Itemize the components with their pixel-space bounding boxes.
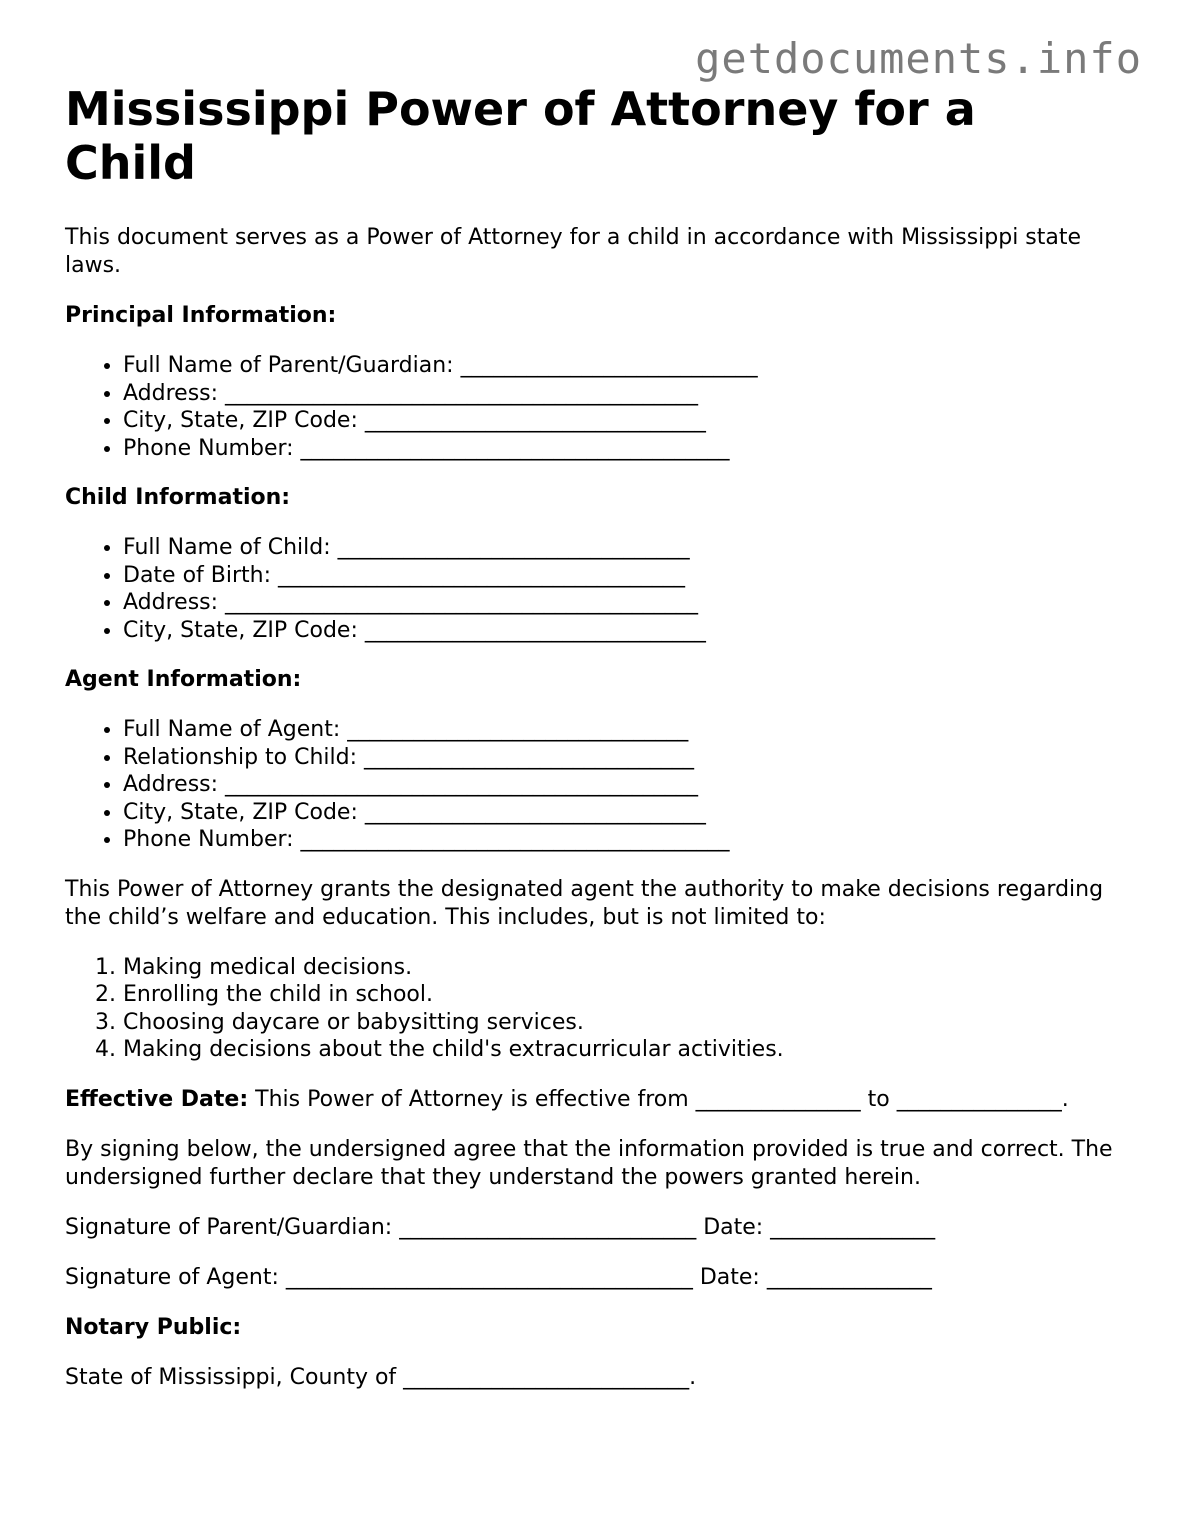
- agent-phone-field: • Phone Number: _______________________________________: [123, 826, 1125, 854]
- effective-date-paragraph: [65, 1086, 1125, 1114]
- declaration-paragraph: By signing below, the undersigned agree that the information provided is true and correct. The undersigned further declare that they understand the powers granted herein.: [65, 1136, 1113, 1190]
- agent-address-field: • Address: ___________________________________________: [123, 771, 1125, 799]
- effective-date-text: This Power of Attorney is effective from _______________ to _______________.: [248, 1086, 1069, 1112]
- child-city-field: • City, State, ZIP Code: _______________________________: [123, 617, 1125, 645]
- notary-county-line: State of Mississippi, County of __________________________.: [65, 1364, 697, 1390]
- principal-heading: Principal Information:: [65, 303, 337, 328]
- principal-field-list: [65, 352, 1125, 462]
- notary-heading: Notary Public:: [65, 1314, 242, 1340]
- agent-relationship-field: • Relationship to Child: ______________________________: [123, 744, 1125, 772]
- child-field-list: [65, 534, 1125, 644]
- principal-address-field: • Address: ___________________________________________: [123, 380, 1125, 408]
- child-address-field: • Address: ___________________________________________: [123, 589, 1125, 617]
- child-heading: Child Information:: [65, 485, 291, 510]
- agent-signature-line: Signature of Agent: _____________________________________ Date: _______________: [65, 1264, 932, 1290]
- grant-paragraph: This Power of Attorney grants the designated agent the authority to make decisions regarding the child’s welfare and education. This includes, but is not limited to:: [65, 876, 1104, 930]
- power-item: 4. Making decisions about the child's extracurricular activities.: [123, 1036, 1125, 1064]
- child-name-field: • Full Name of Child: ________________________________: [123, 534, 1125, 562]
- agent-name-field: • Full Name of Agent: _______________________________: [123, 716, 1125, 744]
- principal-city-field: • City, State, ZIP Code: _______________________________: [123, 407, 1125, 435]
- effective-date-label: Effective Date:: [65, 1086, 249, 1112]
- principal-name-field: • Full Name of Parent/Guardian: ___________________________: [123, 352, 1125, 380]
- agent-heading: Agent Information:: [65, 667, 302, 692]
- principal-phone-field: • Phone Number: _______________________________________: [123, 435, 1125, 463]
- intro-paragraph: This document serves as a Power of Attorney for a child in accordance with Mississippi state laws.: [65, 225, 1082, 278]
- child-dob-field: • Date of Birth: _____________________________________: [123, 562, 1125, 590]
- document-title: Mississippi Power of Attorney for a Child: [65, 82, 976, 190]
- parent-signature-line: Signature of Parent/Guardian: ___________________________ Date: _______________: [65, 1214, 936, 1240]
- powers-list: [65, 954, 1125, 1064]
- power-item: 2. Enrolling the child in school.: [123, 981, 1125, 1009]
- power-item: 1. Making medical decisions.: [123, 954, 1125, 982]
- power-item: 3. Choosing daycare or babysitting services.: [123, 1009, 1125, 1037]
- watermark-text: getdocuments.info: [695, 34, 1142, 83]
- agent-city-field: • City, State, ZIP Code: _______________________________: [123, 799, 1125, 827]
- document-page: [65, 82, 1125, 1414]
- agent-field-list: [65, 716, 1125, 854]
